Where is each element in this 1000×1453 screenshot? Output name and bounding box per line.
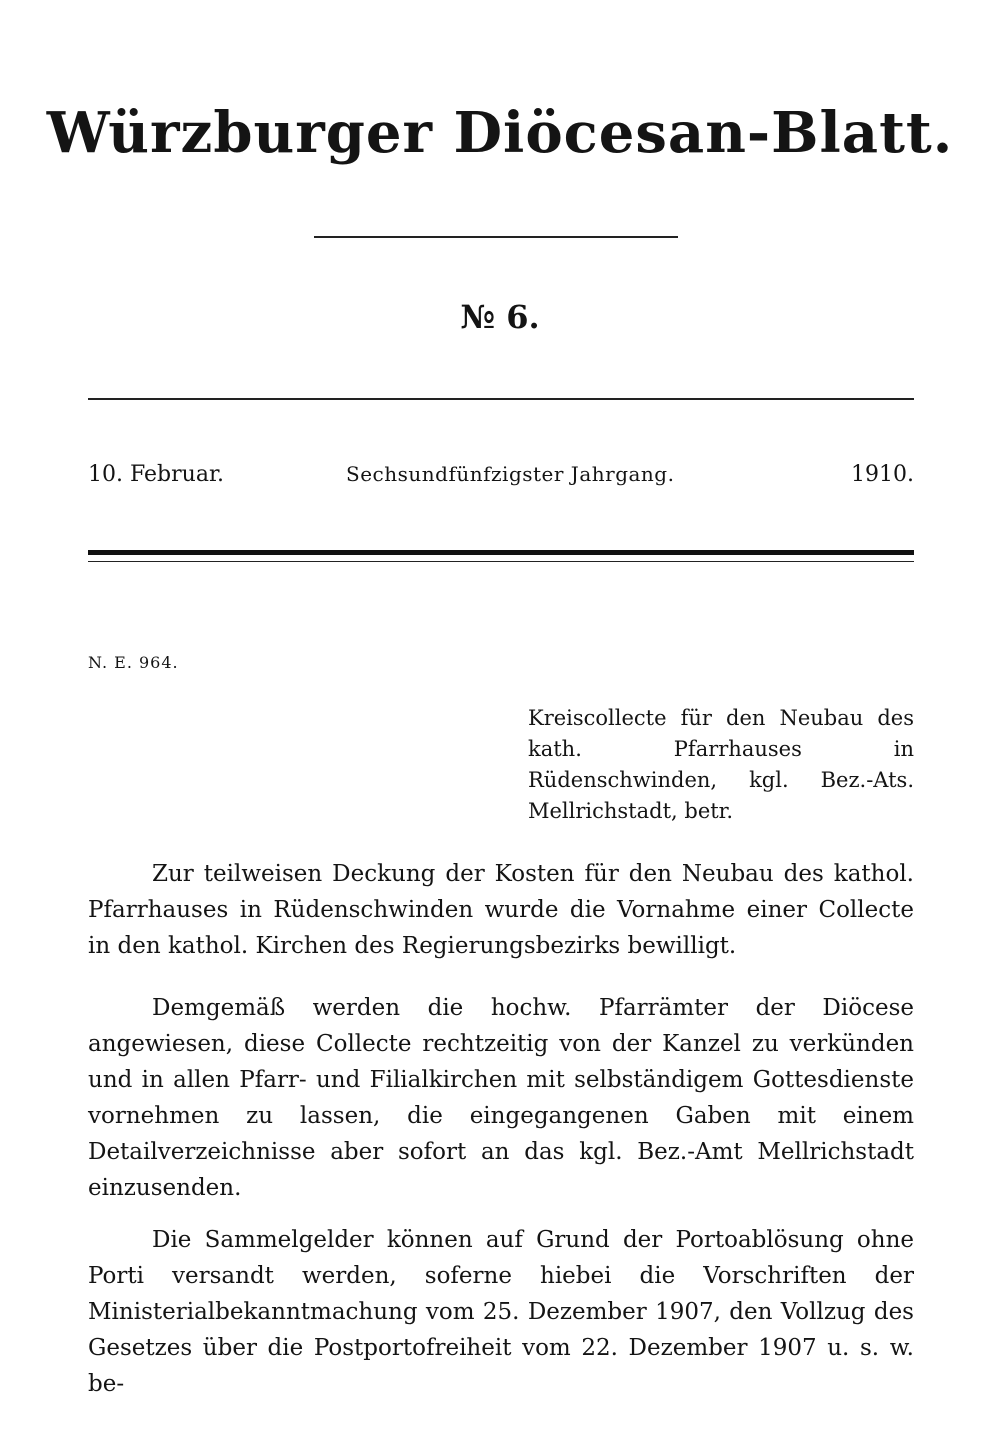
body-paragraph-1: Zur teilweisen Deckung der Kosten für den Neubau des kathol. Pfarrhauses in Rüdenschwinden wurde die Vornahme einer Collecte in den kathol. Kirchen des Regierungsbezirks bewilligt. <box>88 861 914 959</box>
header-rule-bottom <box>88 561 914 562</box>
header-rule-thick <box>88 550 914 555</box>
issue-year: 1910. <box>851 462 914 487</box>
title-divider <box>314 236 678 238</box>
header-rule-top <box>88 398 914 400</box>
volume-label: Sechsundfünfzigster Jahrgang. <box>346 462 675 486</box>
issue-number: № 6. <box>460 298 540 336</box>
issue-date: 10. Februar. <box>88 462 225 487</box>
reference-number: N. E. 964. <box>88 653 179 672</box>
article-subject: Kreiscollecte für den Neubau des kath. Pfarrhauses in Rüdenschwinden, kgl. Bez.-Ats. Mellrichstadt, betr. <box>528 706 914 823</box>
body-paragraph-3: Die Sammelgelder können auf Grund der Portoablösung ohne Porti versandt werden, soferne hiebei die Vorschriften der Ministerialbekanntmachung vom 25. Dezember 1907, den Vollzug des Gesetzes über die Postportofreiheit vom 22. Dezember 1907 u. s. w. be- <box>88 1227 914 1397</box>
body-paragraph-2: Demgemäß werden die hochw. Pfarrämter der Diöcese angewiesen, diese Collecte rechtzeitig von der Kanzel zu verkünden und in allen Pfarr- und Filialkirchen mit selbständigem Gottesdienste vornehmen zu lassen, die eingegangenen Gaben mit einem Detailverzeichnisse aber sofort an das kgl. Bez.-Amt Mellrichstadt einzusenden. <box>88 995 914 1201</box>
dateline <box>88 462 914 496</box>
masthead-title: Würzburger Diöcesan-Blatt. <box>46 100 954 166</box>
